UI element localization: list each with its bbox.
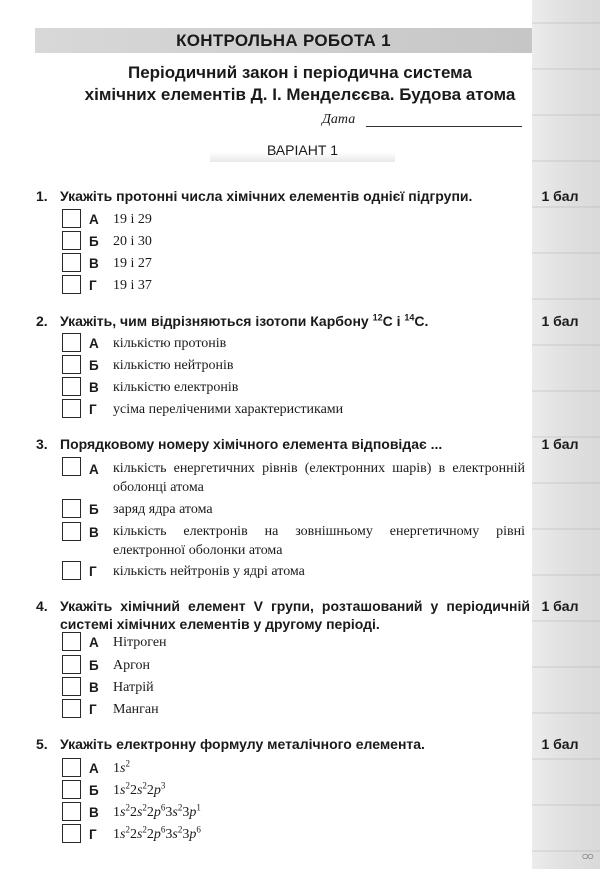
q1-option-b-letter: Б	[89, 234, 99, 249]
question-1-text: Укажіть протонні числа хімічних елементів однієї підгрупи.	[60, 188, 473, 204]
shell-number: 2	[129, 805, 137, 820]
date-input-line[interactable]	[366, 126, 522, 127]
q2-option-a-text: кількістю протонів	[113, 336, 227, 351]
orbital-letter: s	[172, 827, 178, 842]
orbital-term	[165, 824, 183, 842]
q1-option-d-letter: Г	[89, 278, 97, 293]
variant-label: ВАРІАНТ 1	[210, 138, 395, 162]
question-4-text: Укажіть хімічний елемент V групи, розташований у періодичній системі хімічних елементів у другому періоді.	[60, 598, 530, 632]
orbital-letter: s	[120, 805, 126, 820]
page-title: КОНТРОЛЬНА РОБОТА 1	[176, 31, 391, 50]
q2-option-d-checkbox[interactable]	[62, 399, 81, 418]
electron-count: 2	[125, 802, 130, 813]
orbital-letter: s	[136, 805, 143, 820]
q2-option-c-letter: В	[89, 380, 99, 395]
subtitle-line-1: Періодичний закон і періодична система	[127, 63, 472, 82]
electron-count: 6	[160, 824, 166, 835]
q2-option-d-text: усіма переліченими характеристиками	[113, 402, 344, 417]
question-2-number: 2.	[36, 313, 48, 329]
q4-option-a-text: Нітроген	[113, 635, 167, 650]
orbital-term	[113, 780, 130, 798]
orbital-term	[146, 802, 166, 820]
orbital-term	[146, 824, 166, 842]
orbital-letter: s	[120, 761, 126, 776]
q3-option-a-letter: А	[89, 462, 99, 477]
shell-number: 3	[182, 805, 190, 820]
question-3-points: 1 бал	[541, 436, 579, 452]
q4-option-c-text: Натрій	[113, 680, 154, 695]
q3-option-d-text: кількість нейтронів у ядрі атома	[113, 564, 305, 579]
question-2-text	[60, 312, 520, 330]
q4-option-a-checkbox[interactable]	[62, 632, 81, 651]
q4-option-d-text: Манган	[113, 702, 159, 717]
electron-count: 2	[125, 780, 130, 791]
orbital-term	[129, 802, 147, 820]
question-1-points: 1 бал	[541, 188, 579, 204]
electron-count: 2	[125, 758, 130, 769]
q2-option-d-letter: Г	[89, 402, 97, 417]
question-1-number: 1.	[36, 188, 48, 204]
q3-option-d-letter: Г	[89, 564, 97, 579]
electron-count: 3	[160, 780, 166, 791]
question-3-number: 3.	[36, 436, 48, 452]
q1-option-a-letter: А	[89, 212, 99, 227]
q5-option-c-checkbox[interactable]	[62, 802, 81, 821]
q3-option-a-text: кількість енергетичних рівнів (електронних шарів) в електронній оболонці атома	[113, 461, 525, 495]
orbital-term	[182, 802, 201, 820]
isotope-12-mass: 12	[372, 312, 383, 323]
orbital-letter: s	[172, 805, 178, 820]
electron-count: 2	[177, 802, 183, 813]
shell-number: 2	[146, 783, 154, 798]
q5-option-d-letter: Г	[89, 827, 97, 842]
question-4-points: 1 бал	[541, 598, 579, 614]
q3-option-d-checkbox[interactable]	[62, 561, 81, 580]
q3-option-a-checkbox[interactable]	[62, 457, 81, 476]
q3-option-b-text: заряд ядра атома	[113, 502, 213, 517]
q1-option-c-letter: В	[89, 256, 99, 271]
electron-count: 2	[142, 824, 147, 835]
orbital-term	[113, 802, 130, 820]
orbital-term	[129, 824, 147, 842]
q3-option-c-letter: В	[89, 525, 99, 540]
q5-option-a-letter: А	[89, 761, 99, 776]
electron-count: 6	[160, 802, 166, 813]
orbital-letter: p	[189, 827, 197, 842]
q1-option-b-checkbox[interactable]	[62, 231, 81, 250]
q3-option-c-checkbox[interactable]	[62, 522, 81, 541]
question-4-number: 4.	[36, 598, 48, 614]
electron-count: 2	[142, 802, 147, 813]
q2-option-c-text: кількістю електронів	[113, 380, 239, 395]
question-3-text: Порядковому номеру хімічного елемента відповідає ...	[60, 436, 443, 452]
q5-option-b-formula	[113, 782, 165, 800]
q4-option-b-text: Аргон	[113, 658, 150, 673]
q5-option-d-checkbox[interactable]	[62, 824, 81, 843]
q4-option-a-letter: А	[89, 635, 99, 650]
shell-number: 1	[113, 827, 120, 842]
orbital-letter: p	[189, 805, 197, 820]
shell-number: 2	[129, 783, 137, 798]
q5-option-c-letter: В	[89, 805, 99, 820]
orbital-term	[129, 780, 147, 798]
electron-count: 1	[196, 802, 201, 813]
q2-option-b-letter: Б	[89, 358, 99, 373]
shell-number: 3	[165, 827, 173, 842]
date-label: Дата	[322, 112, 356, 127]
shell-number: 2	[129, 827, 137, 842]
orbital-letter: p	[153, 805, 161, 820]
q4-option-d-checkbox[interactable]	[62, 699, 81, 718]
q3-option-b-checkbox[interactable]	[62, 499, 81, 518]
q4-option-d-letter: Г	[89, 702, 97, 717]
q1-option-c-checkbox[interactable]	[62, 253, 81, 272]
electron-count: 6	[196, 824, 201, 835]
question-2-points: 1 бал	[541, 313, 579, 329]
orbital-letter: p	[153, 783, 161, 798]
orbital-letter: s	[136, 827, 143, 842]
question-2-text-end: C.	[414, 313, 429, 329]
q2-option-b-text: кількістю нейтронів	[113, 358, 234, 373]
orbital-letter: s	[120, 827, 126, 842]
orbital-term	[113, 824, 130, 842]
orbital-term	[146, 780, 166, 798]
q1-option-d-checkbox[interactable]	[62, 275, 81, 294]
question-5-number: 5.	[36, 736, 48, 752]
q2-option-b-checkbox[interactable]	[62, 355, 81, 374]
q5-option-c-formula	[113, 804, 201, 822]
orbital-letter: p	[153, 827, 161, 842]
orbital-letter: s	[136, 783, 143, 798]
q5-option-d-formula	[113, 826, 201, 844]
question-2-text-start: Укажіть, чим відрізняються ізотопи Карбону	[60, 313, 373, 329]
electron-count: 2	[125, 824, 130, 835]
page-corner-ornament: ○○	[581, 849, 592, 863]
q2-option-c-checkbox[interactable]	[62, 377, 81, 396]
shell-number: 1	[113, 783, 120, 798]
q5-option-a-formula	[113, 760, 130, 778]
q2-option-a-letter: А	[89, 336, 99, 351]
q5-option-b-letter: Б	[89, 783, 99, 798]
shell-number: 3	[182, 827, 190, 842]
q1-option-c-text: 19 і 27	[113, 256, 152, 271]
electron-count: 2	[142, 780, 147, 791]
question-5-points: 1 бал	[541, 736, 579, 752]
q2-option-a-checkbox[interactable]	[62, 333, 81, 352]
electron-count: 2	[177, 824, 183, 835]
shell-number: 3	[165, 805, 173, 820]
orbital-term	[182, 824, 201, 842]
q5-option-a-checkbox[interactable]	[62, 758, 81, 777]
shell-number: 1	[113, 761, 120, 776]
q3-option-c-text: кількість електронів на зовнішньому енергетичному рівні електронної оболонки атома	[113, 524, 525, 558]
orbital-term	[165, 802, 183, 820]
q4-option-b-letter: Б	[89, 658, 99, 673]
question-2-text-mid: C і	[382, 313, 405, 329]
q5-option-b-checkbox[interactable]	[62, 780, 81, 799]
orbital-term	[113, 758, 130, 776]
isotope-14-mass: 14	[404, 312, 415, 323]
q4-option-c-letter: В	[89, 680, 99, 695]
question-5-text: Укажіть електронну формулу металічного елемента.	[60, 736, 425, 752]
q1-option-a-text: 19 і 29	[113, 212, 152, 227]
q1-option-a-checkbox[interactable]	[62, 209, 81, 228]
q1-option-b-text: 20 і 30	[113, 234, 152, 249]
shell-number: 1	[113, 805, 120, 820]
shell-number: 2	[146, 827, 154, 842]
subtitle-line-2: хімічних елементів Д. І. Менделєєва. Будова атома	[84, 85, 516, 104]
q4-option-b-checkbox[interactable]	[62, 655, 81, 674]
q1-option-d-text: 19 і 37	[113, 278, 152, 293]
orbital-letter: s	[120, 783, 126, 798]
q3-option-b-letter: Б	[89, 502, 99, 517]
shell-number: 2	[146, 805, 154, 820]
q4-option-c-checkbox[interactable]	[62, 677, 81, 696]
